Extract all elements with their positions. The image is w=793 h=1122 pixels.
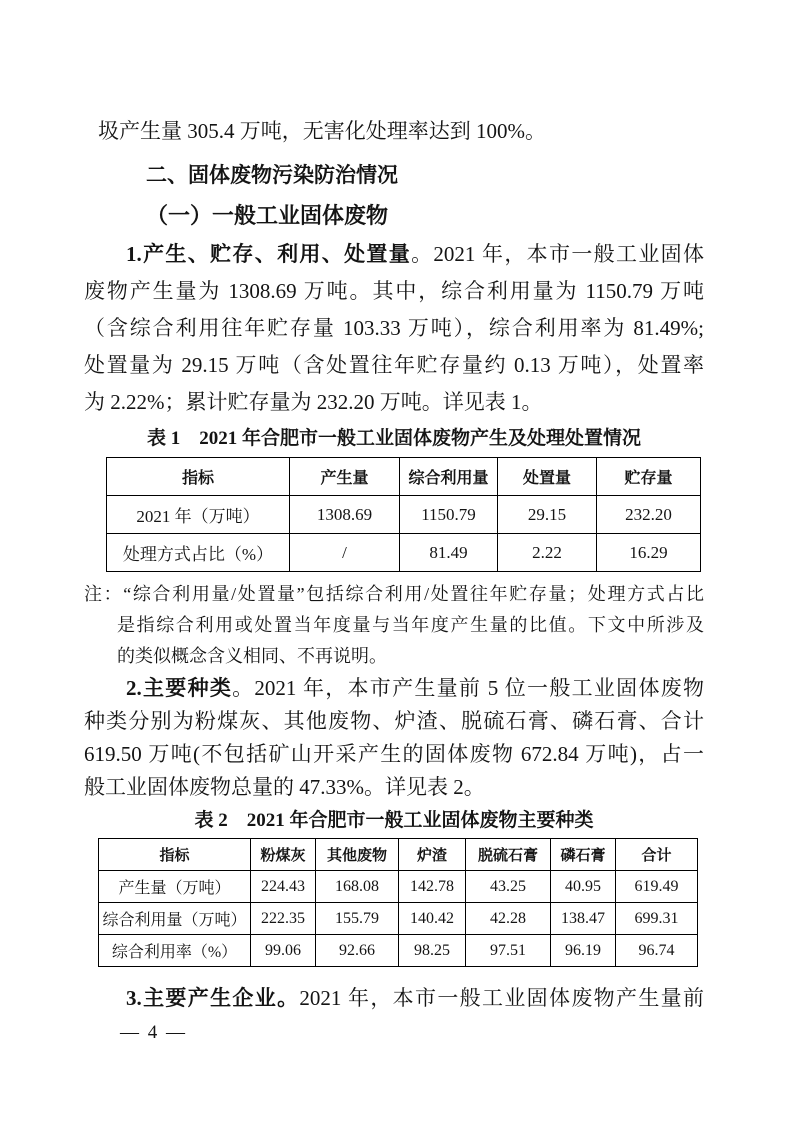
table2-cell: 138.47: [551, 903, 616, 935]
paragraph-line: [84, 980, 704, 1017]
table1-cell: /: [290, 534, 400, 572]
table2-cell: 140.42: [399, 903, 466, 935]
table1-header-cell: 综合利用量: [400, 458, 498, 496]
table1-note: [84, 579, 704, 672]
table2-cell: 98.25: [399, 935, 466, 967]
table1-row: [107, 496, 701, 534]
table1-row-label: 处理方式占比（%）: [107, 534, 290, 572]
page-number: — 4 —: [120, 1022, 187, 1043]
paragraph-line: 处置量为 29.15 万吨（含处置往年贮存量约 0.13 万吨），处置率: [84, 353, 704, 377]
table2-cell: 155.79: [316, 903, 399, 935]
table2-header-cell: 脱硫石膏: [466, 839, 551, 871]
table2-cell: 96.74: [616, 935, 698, 967]
table2-cell: 96.19: [551, 935, 616, 967]
table2-row-label: 产生量（万吨）: [99, 871, 251, 903]
table2-row: [99, 935, 698, 967]
table2-row-label: 综合利用量（万吨）: [99, 903, 251, 935]
paragraph-line: 种类分别为粉煤灰、其他废物、炉渣、脱硫石膏、磷石膏、合计: [84, 709, 704, 733]
table2-header-cell: 磷石膏: [551, 839, 616, 871]
paragraph-line: 废物产生量为 1308.69 万吨。其中，综合利用量为 1150.79 万吨: [84, 279, 704, 303]
table1-row: [107, 534, 701, 572]
table1-cell: 232.20: [597, 496, 701, 534]
table1-cell: 16.29: [597, 534, 701, 572]
subsection-heading: （一）一般工业固体废物: [146, 203, 389, 228]
table2-header-row: [99, 839, 698, 871]
note-text: “综合利用量/处置量”包括综合利用/处置往年贮存量；处理方式占比: [123, 584, 705, 604]
paragraph-3: [84, 980, 704, 1017]
table1-header-cell: 指标: [107, 458, 290, 496]
table2-cell: 92.66: [316, 935, 399, 967]
paragraph-1: [84, 236, 704, 421]
table2-cell: 699.31: [616, 903, 698, 935]
table2-header-cell: 合计: [616, 839, 698, 871]
table2-header-cell: 指标: [99, 839, 251, 871]
table2-row: [99, 903, 698, 935]
table1-header-cell: 产生量: [290, 458, 400, 496]
table1-caption: 表 1 2021 年合肥市一般工业固体废物产生及处理处置情况: [146, 428, 641, 449]
table2-header-cell: 粉煤灰: [251, 839, 316, 871]
note-label: 注：: [84, 584, 124, 604]
table1-cell: 1150.79: [400, 496, 498, 534]
table2-row: [99, 871, 698, 903]
table2: [98, 838, 698, 967]
table2-cell: 224.43: [251, 871, 316, 903]
paragraph-2: [84, 672, 704, 804]
table1-row-label: 2021 年（万吨）: [107, 496, 290, 534]
paragraph-line: 619.50 万吨(不包括矿山开采产生的固体废物 672.84 万吨)，占一: [84, 742, 704, 766]
paragraph-line: [84, 672, 704, 705]
table2-cell: 97.51: [466, 935, 551, 967]
table2-header-cell: 其他废物: [316, 839, 399, 871]
table1-cell: 29.15: [498, 496, 597, 534]
paragraph-line: （含综合利用往年贮存量 103.33 万吨），综合利用率为 81.49%;: [84, 316, 704, 340]
table2-cell: 142.78: [399, 871, 466, 903]
section-heading: 二、固体废物污染防治情况: [146, 164, 398, 187]
table2-cell: 99.06: [251, 935, 316, 967]
paragraph-line: 般工业固体废物总量的 47.33%。详见表 2。: [84, 775, 485, 799]
table2-cell: 40.95: [551, 871, 616, 903]
table1-cell: 1308.69: [290, 496, 400, 534]
note-line: [84, 579, 704, 610]
table1-cell: 81.49: [400, 534, 498, 572]
line-text: 2021 年，本市一般工业固体废物产生量前: [299, 986, 705, 1010]
table1-header-cell: 贮存量: [597, 458, 701, 496]
body-text-line: 圾产生量 305.4 万吨，无害化处理率达到 100%。: [98, 119, 546, 143]
paragraph-line: 为 2.22%；累计贮存量为 232.20 万吨。详见表 1。: [84, 390, 543, 414]
table2-row-label: 综合利用率（%）: [99, 935, 251, 967]
table2-header-cell: 炉渣: [399, 839, 466, 871]
bold-lead: 2.主要种类: [126, 676, 233, 700]
table1-cell: 2.22: [498, 534, 597, 572]
table2-caption: 表 2 2021 年合肥市一般工业固体废物主要种类: [194, 810, 594, 831]
note-line: 是指综合利用或处置当年度量与当年度产生量的比值。下文中所涉及: [117, 615, 704, 635]
table2-cell: 42.28: [466, 903, 551, 935]
bold-lead: 3.主要产生企业。: [126, 986, 300, 1010]
bold-lead: 1.产生、贮存、利用、处置量: [126, 242, 412, 266]
table2-cell: 619.49: [616, 871, 698, 903]
table1-header-row: [107, 458, 701, 496]
table1-header-cell: 处置量: [498, 458, 597, 496]
line-text: 。2021 年，本市产生量前 5 位一般工业固体废物: [232, 676, 705, 700]
line-text: 。2021 年，本市一般工业固体: [411, 242, 705, 266]
table2-cell: 168.08: [316, 871, 399, 903]
note-line: 的类似概念含义相同、不再说明。: [117, 646, 387, 666]
table2-cell: 222.35: [251, 903, 316, 935]
table1: [106, 457, 701, 572]
table2-cell: 43.25: [466, 871, 551, 903]
paragraph-line: [84, 236, 704, 273]
